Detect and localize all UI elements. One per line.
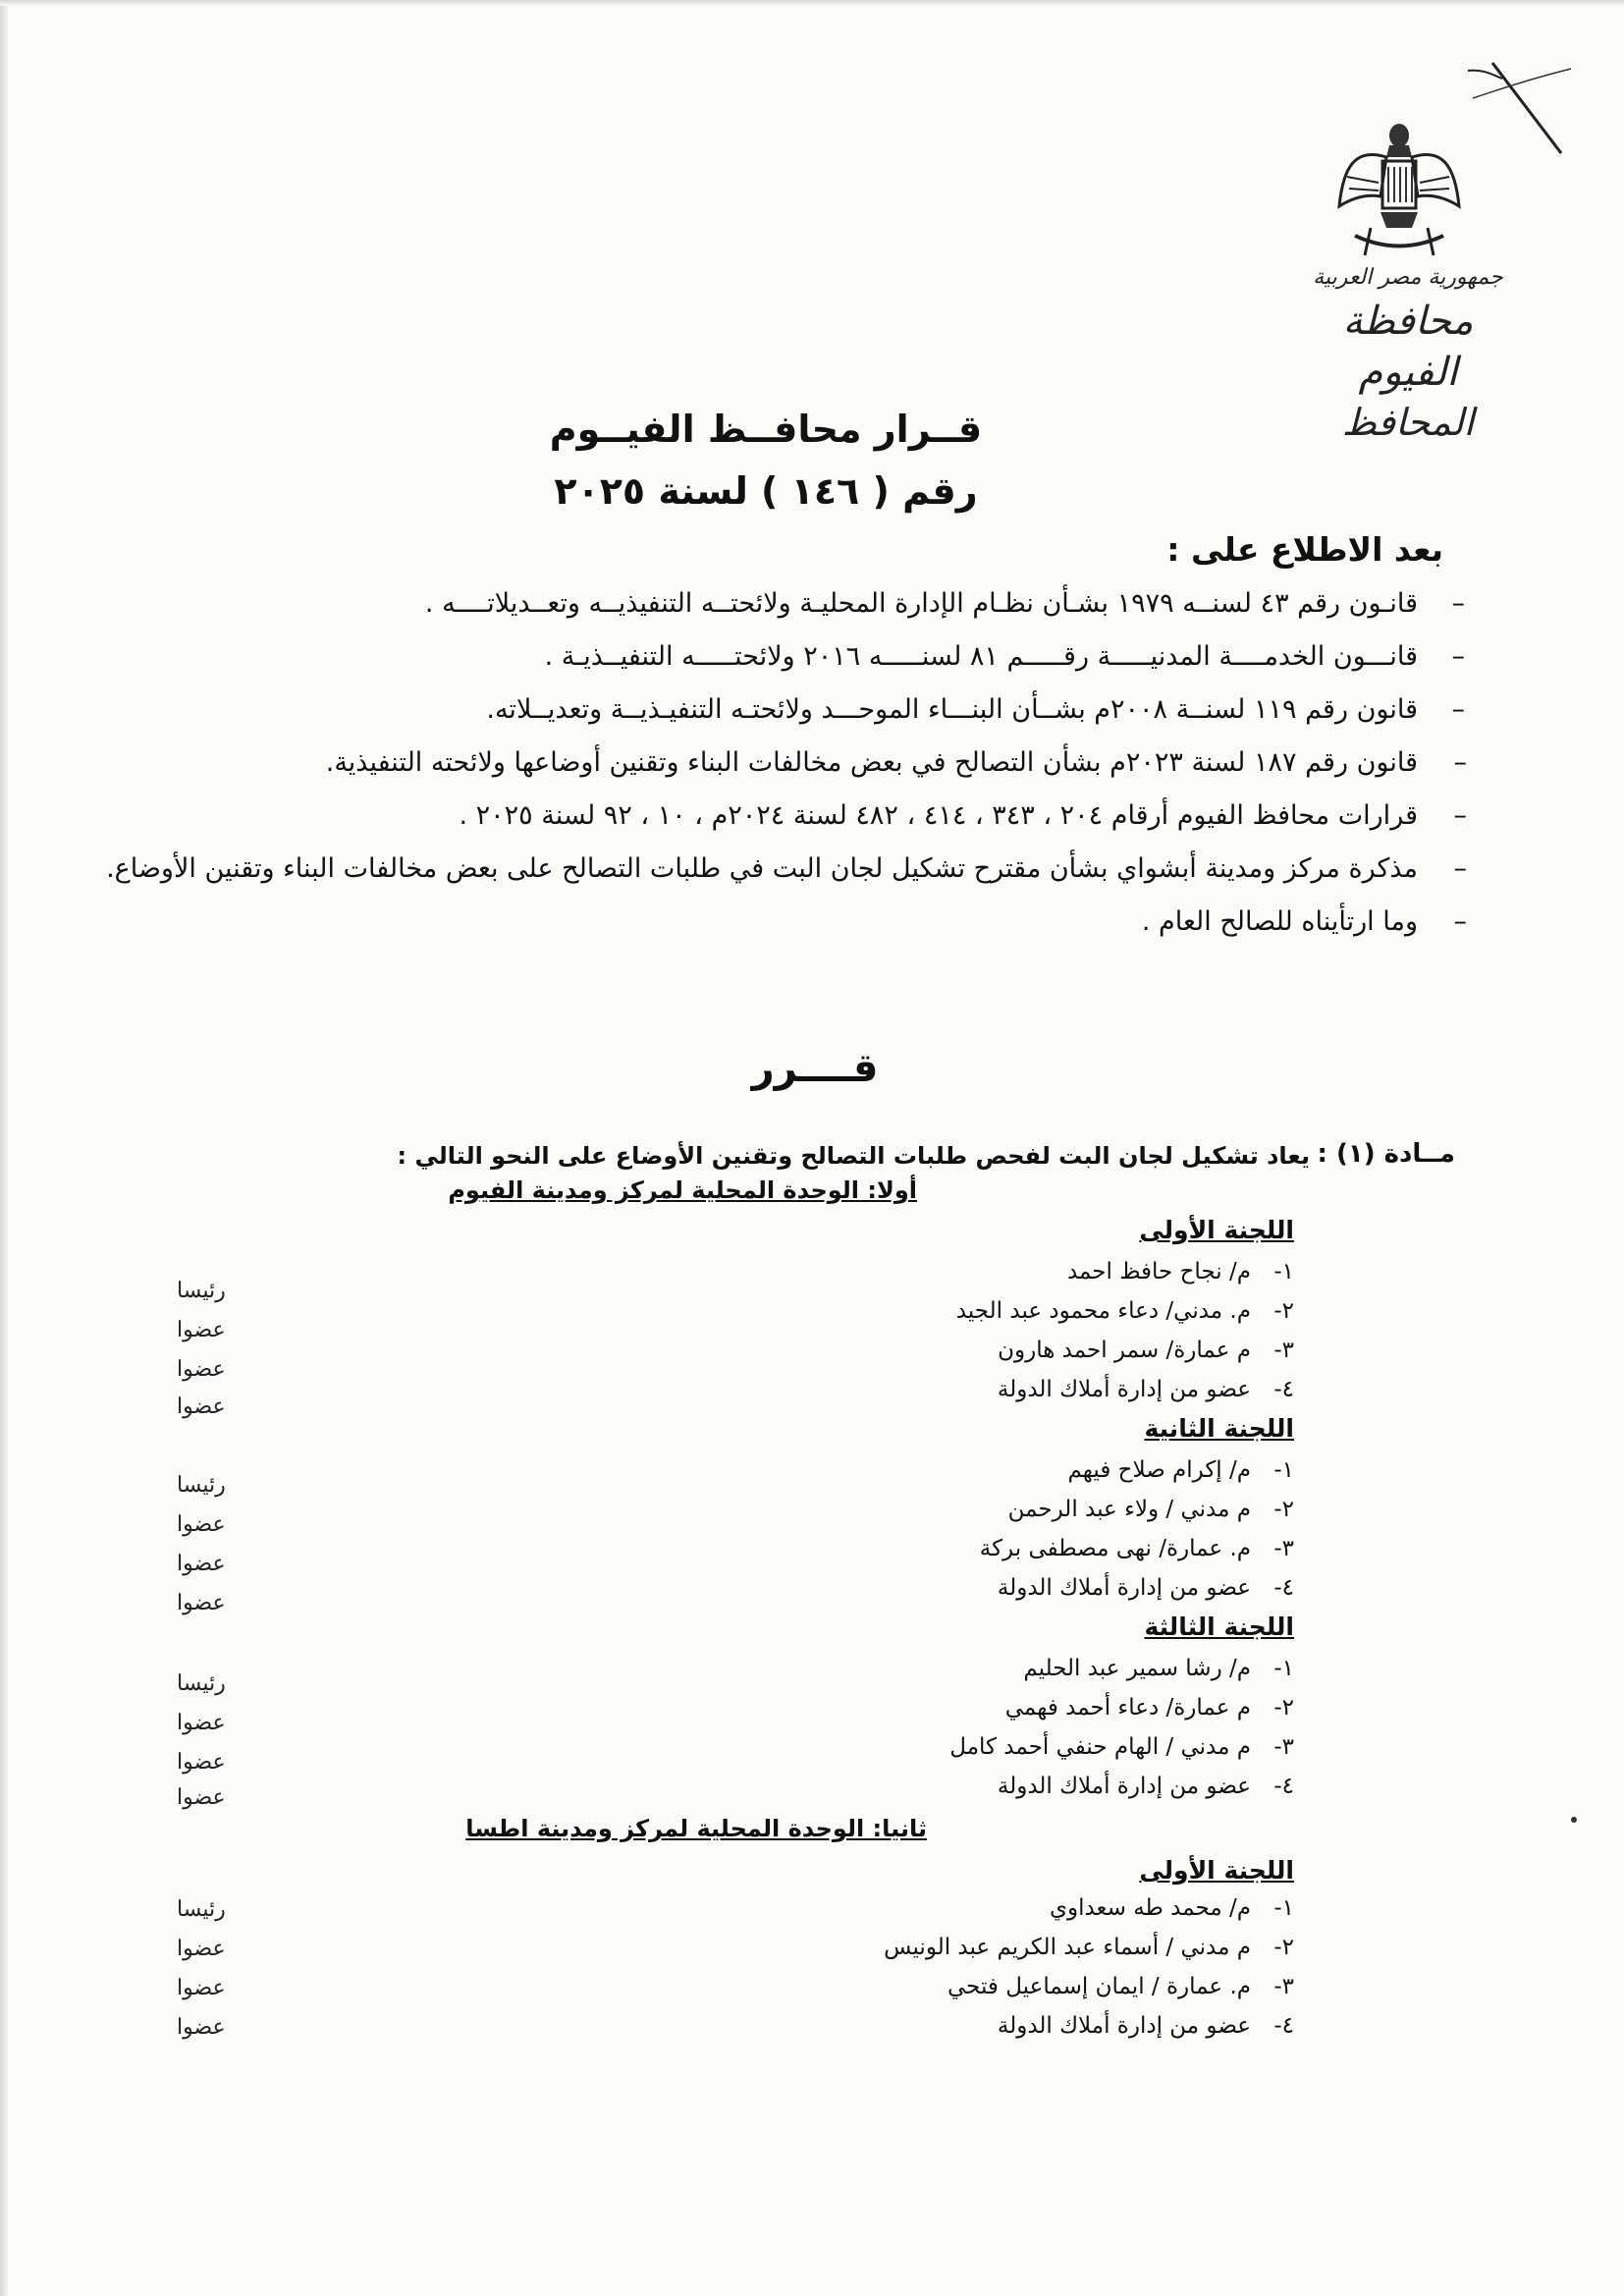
member-role: رئيسا — [177, 1473, 226, 1498]
committee-heading: اللجنة الأولى — [1139, 1856, 1294, 1885]
member-role: رئيسا — [177, 1897, 226, 1922]
member-role: رئيسا — [177, 1671, 226, 1696]
member-role: عضوا — [177, 1318, 226, 1342]
preamble-item: – قانـون رقم ٤٣ لسنــه ١٩٧٩ بشـأن نظـام الإدارة المحليـة ولائحتــه التنفيذيــه وتعــديلاتــــه . — [424, 588, 1467, 619]
committee-member: ٣-م مدني / الهام حنفي أحمد كامل — [949, 1734, 1294, 1760]
committee-member: ٤-عضو من إدارة أملاك الدولة — [997, 1377, 1294, 1402]
preamble-item: – قرارات محافظ الفيوم أرقام ٢٠٤ ، ٣٤٣ ، ٤١٤ ، ٤٨٢ لسنة ٢٠٢٤م ، ١٠ ، ٩٢ لسنة ٢٠٢٥ . — [459, 800, 1467, 831]
committee-member: ١-م/ رشا سمير عبد الحليم — [1023, 1656, 1294, 1681]
member-role: عضوا — [177, 1357, 226, 1382]
committee-member: ٤-عضو من إدارة أملاك الدولة — [997, 1575, 1294, 1601]
committee-member: ١-م/ محمد طه سعداوي — [1049, 1895, 1294, 1921]
member-role: عضوا — [177, 1512, 226, 1537]
scan-edge-top — [0, 0, 1624, 6]
governorate-header — [1300, 265, 1516, 447]
member-role: عضوا — [177, 1591, 226, 1615]
committee-member: ٣-م عمارة/ سمر احمد هارون — [998, 1338, 1294, 1363]
preamble-list — [73, 585, 1467, 957]
decree-number: رقم ( ١٤٦ ) لسنة ٢٠٢٥ — [554, 469, 978, 513]
governorate-name: محافظة الفيوم — [1342, 299, 1474, 395]
committee-member: ٤-عضو من إدارة أملاك الدولة — [997, 2013, 1294, 2039]
preamble-item: – مذكرة مركز ومدينة أبشواي بشأن مقترح تشكيل لجان البت في طلبات التصالح على بعض مخالفات البناء وتقنين الأوضاع. — [106, 853, 1467, 884]
committee-member: ٤-عضو من إدارة أملاك الدولة — [997, 1774, 1294, 1799]
member-role: عضوا — [177, 1394, 226, 1419]
member-role: عضوا — [177, 1552, 226, 1576]
committee-heading: اللجنة الأولى — [1139, 1216, 1294, 1244]
committee-member: ١-م/ نجاح حافظ احمد — [1066, 1259, 1294, 1285]
preamble-heading: بعد الاطلاع على : — [1166, 530, 1443, 569]
handwritten-page-mark-icon — [1463, 59, 1581, 157]
committee-heading: اللجنة الثانية — [1144, 1414, 1294, 1443]
article-label: مــادة (١) : — [1317, 1139, 1455, 1169]
preamble-item: – قانـــون الخدمــــة المدنيـــــة رقـــــم ٨١ لسنـــــه ٢٠١٦ ولائحتـــــه التنفيــذيـة . — [544, 641, 1467, 672]
egypt-eagle-emblem-icon — [1335, 118, 1463, 265]
member-role: عضوا — [177, 1937, 226, 1961]
preamble-item: – قانون رقم ١١٩ لسنــة ٢٠٠٨م بشــأن البنـــاء الموحـــد ولائحتـه التنفيـذيــة وتعديــلاته. — [486, 694, 1467, 725]
preamble-item: – وما ارتأيناه للصالح العام . — [1141, 906, 1467, 937]
member-role: عضوا — [177, 1750, 226, 1775]
article-text: يعاد تشكيل لجان البت لفحص طلبات التصالح وتقنين الأوضاع على النحو التالي : — [397, 1142, 1310, 1170]
committee-member: ٢-م. مدني/ دعاء محمود عبد الجيد — [955, 1298, 1294, 1324]
member-role: عضوا — [177, 1711, 226, 1735]
governor-title: المحافظ — [1341, 401, 1475, 444]
preamble-item: – قانون رقم ١٨٧ لسنة ٢٠٢٣م بشأن التصالح في بعض مخالفات البناء وتقنين أوضاعها ولائحته التنفيذية. — [325, 747, 1467, 778]
committee-member: ٢-م عمارة/ دعاء أحمد فهمي — [1004, 1695, 1294, 1721]
committee-member: ١-م/ إكرام صلاح فيهم — [1067, 1457, 1294, 1483]
section-atsa: ثانيا: الوحدة المحلية لمركز ومدينة اطسا — [465, 1815, 927, 1842]
committee-member: ٣-م. عمارة/ نهى مصطفى بركة — [979, 1536, 1294, 1561]
committee-member: ٢-م مدني / أسماء عبد الكريم عبد الونيس — [884, 1935, 1294, 1960]
member-role: عضوا — [177, 1976, 226, 2000]
member-role: عضوا — [177, 2015, 226, 2040]
section-fayoum: أولا: الوحدة المحلية لمركز ومدينة الفيوم — [448, 1176, 917, 1204]
committee-heading: اللجنة الثالثة — [1144, 1613, 1294, 1641]
committee-member: ٢-م مدني / ولاء عبد الرحمن — [1007, 1497, 1294, 1522]
scan-edge — [0, 0, 8, 2296]
scan-dot — [1571, 1817, 1577, 1823]
decision-heading: قــــرر — [751, 1046, 879, 1091]
decree-title: قــرار محافــظ الفيــوم — [549, 408, 983, 451]
member-role: رئيسا — [177, 1279, 226, 1303]
republic-line: جمهورية مصر العربية — [1313, 265, 1503, 290]
committee-member: ٣-م. عمارة / ايمان إسماعيل فتحي — [947, 1974, 1294, 1999]
member-role: عضوا — [177, 1785, 226, 1810]
